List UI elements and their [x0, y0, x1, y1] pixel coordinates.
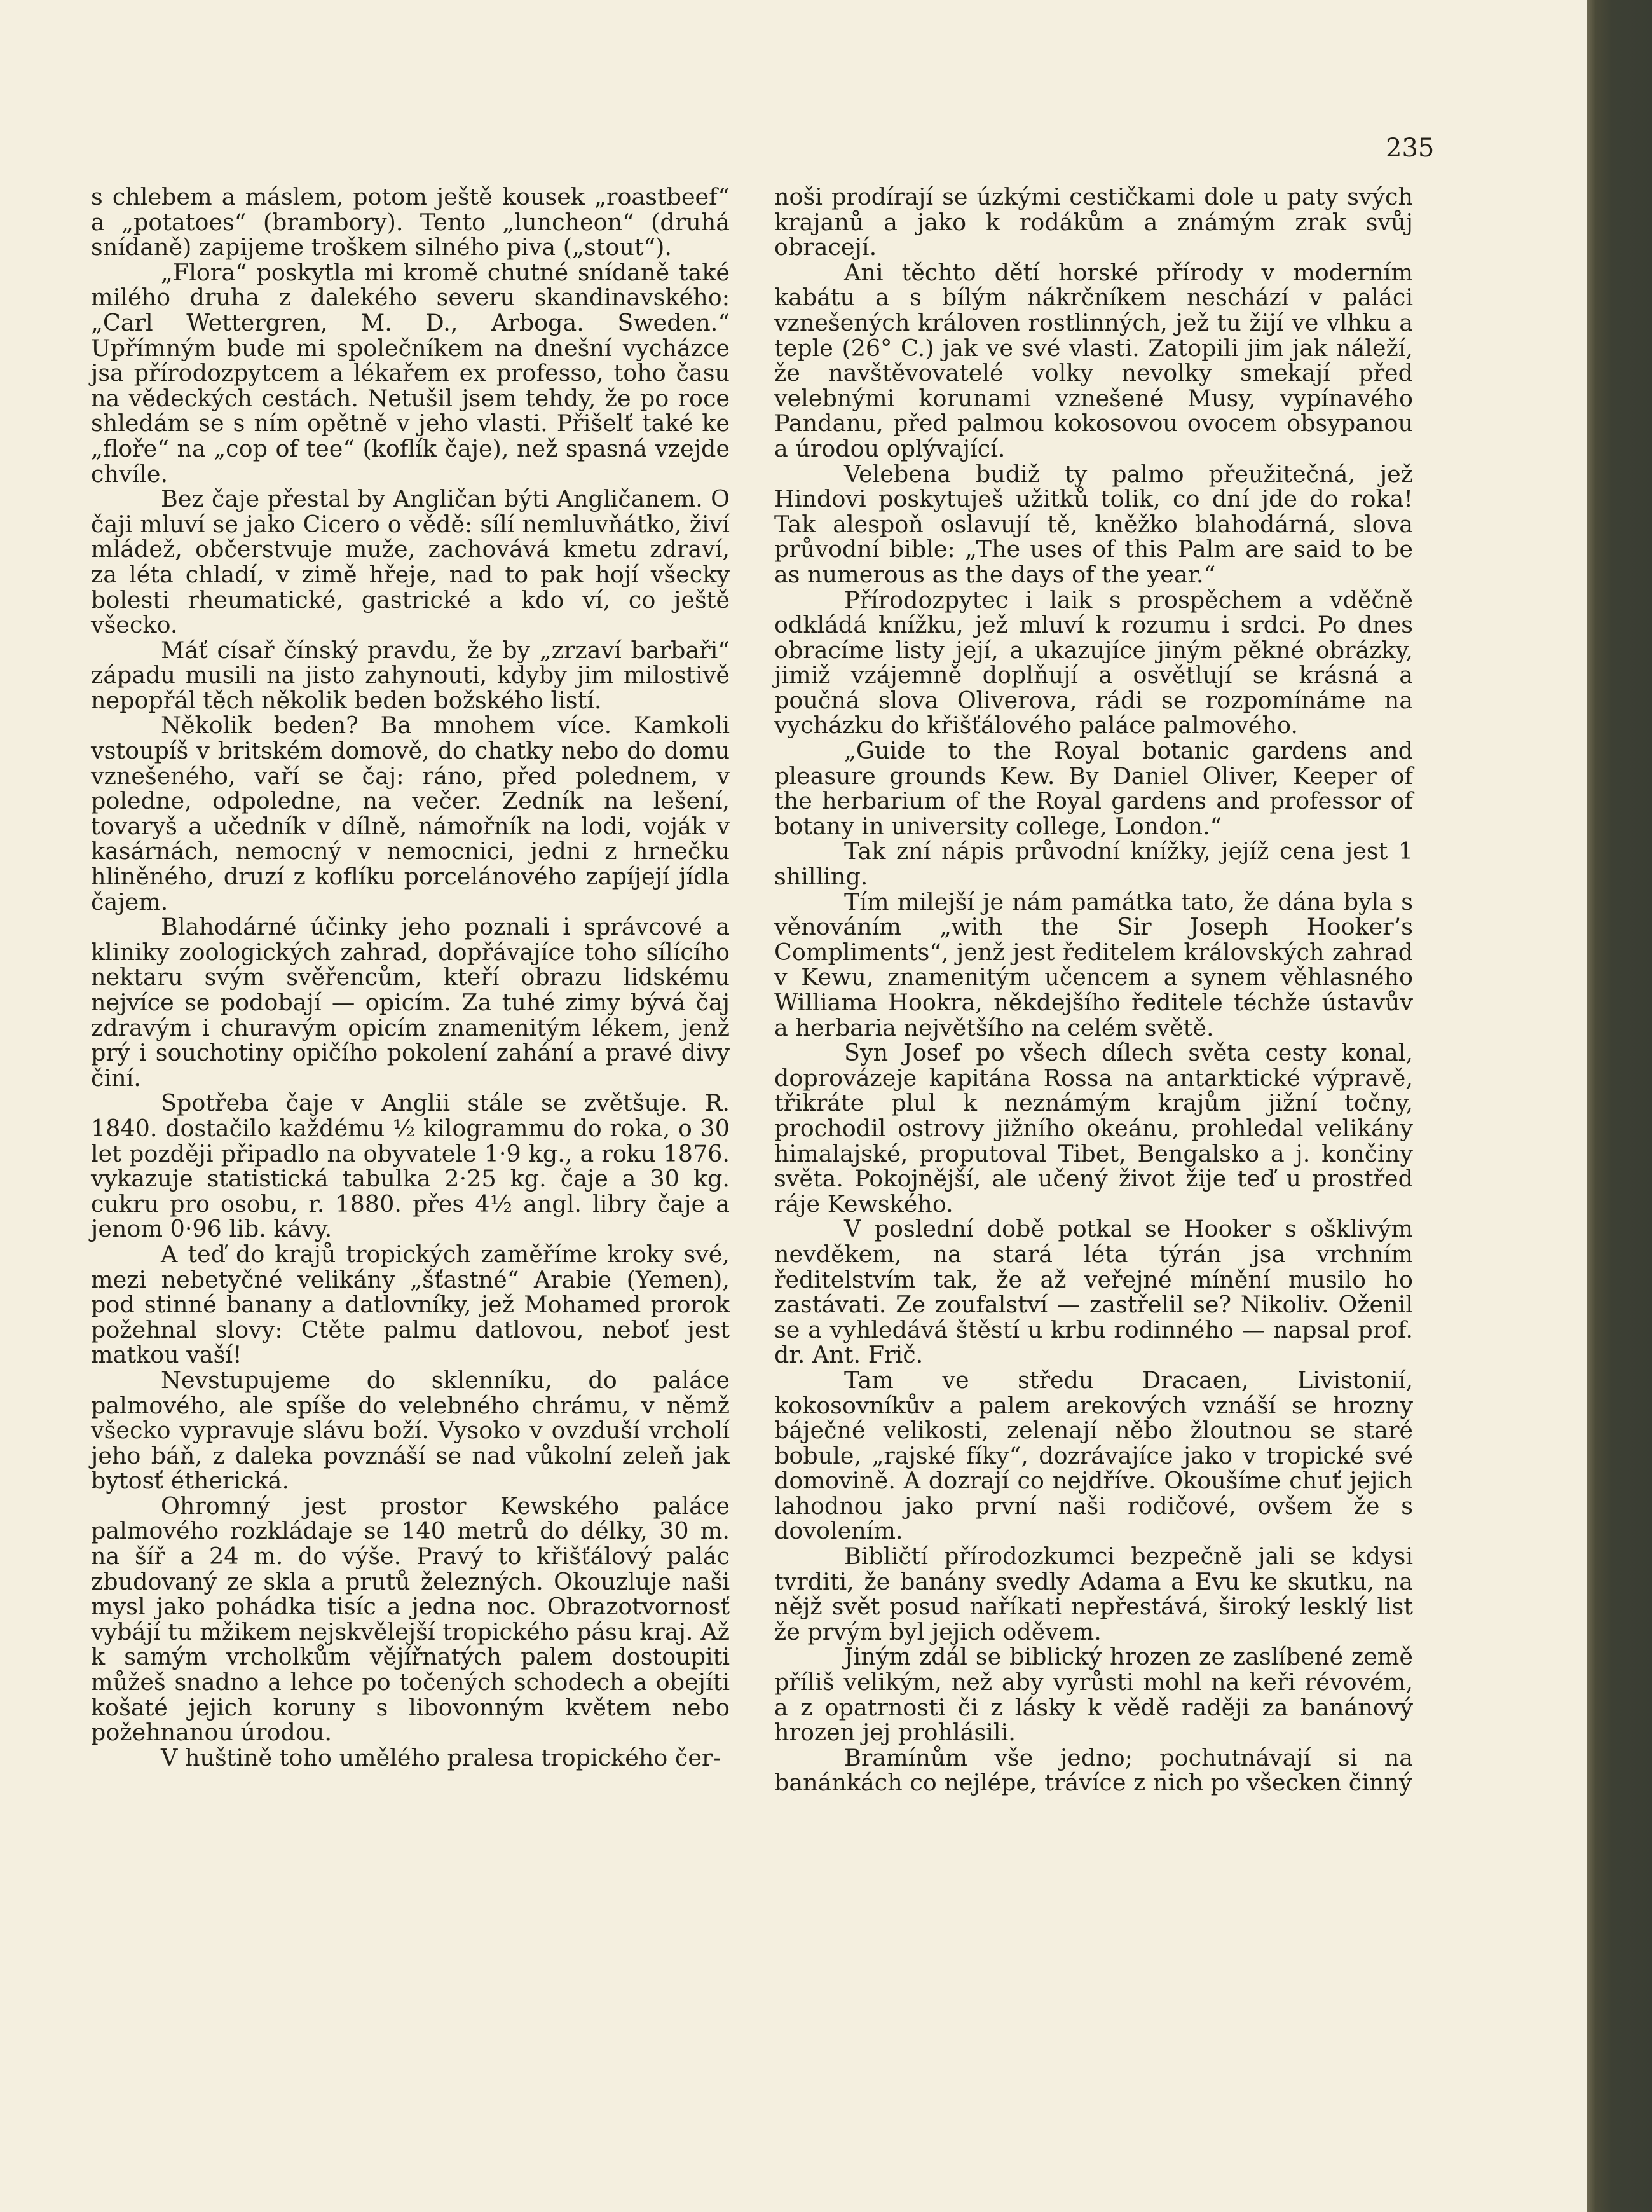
- paragraph: Několik beden? Ba mnohem více. Kamkoli vstoupíš v britském domově, do chatky nebo do domu vznešeného, vaří se čaj: ráno, před polednem, v poledne, odpoledne, na večer. Zedník na lešení, tovaryš a učedník v dílně, námořník na lodi, voják v kasárnách, nemocný v nemocnici, jedni z hrnečku hliněného, druzí z koflíku porcelánového zapíjejí jídla čajem.: [91, 711, 730, 916]
- paragraph: Máť císař čínský pravdu, že by „zrzaví barbaři“ západu musili na jisto zahynouti, kdyby jim milostivě nepopřál těch několik beden božského listí.: [91, 636, 730, 714]
- paragraph: Přírodozpytec i laik s prospěchem a vděčně odkládá knížku, jež mluví k rozumu i srdci. Po dnes obracíme listy její, a ukazujíce jiným pěkné obrázky, jimiž vzájemně doplňují a osvětlují se krásná a poučná slova Oliverova, rádi se rozpomínáme na vycházku do křišťálového paláce palmového.: [774, 586, 1413, 739]
- paragraph: Tak zní nápis průvodní knížky, jejíž cena jest 1 shilling.: [774, 837, 1413, 891]
- paragraph: V poslední době potkal se Hooker s ošklivým nevděkem, na stará léta týrán jsa vrchním ředitelstvím tak, že až veřejné mínění musilo ho zastávati. Ze zoufalství — zastřelil se? Nikoliv. Oženil se a vyhledává štěstí u krbu rodinného — napsal prof. dr. Ant. Frič.: [774, 1215, 1413, 1369]
- paragraph: Ohromný jest prostor Kewského paláce palmového rozkládaje se 140 metrů do délky, 30 m. na šíř a 24 m. do výše. Pravý to křišťálový palác zbudovaný ze skla a prutů železných. Okouzluje naši mysl jako pohádka tisíc a jedna noc. Obrazotvornosť vybájí tu mžikem nejskvělejší tropického pásu kraj. Až k samým vrcholkům vějířnatých palem dostoupiti můžeš snadno a lehce po točených schodech a obejíti košaté jejich koruny s libovonným květem nebo požehnanou úrodou.: [91, 1492, 730, 1747]
- paragraph: V huštině toho umělého pralesa tropického čer-: [161, 1743, 721, 1771]
- paragraph: Blahodárné účinky jeho poznali i správcové a kliniky zoologických zahrad, dopřávajíce toho sílícího nektaru svým svěřencům, kteří obrazu lidskému nejvíce se podobají — opicím. Za tuhé zimy bývá čaj zdravým i churavým opicím znamenitým lékem, jenž prý i souchotiny opičího pokolení zahání a pravé divy činí.: [91, 913, 730, 1092]
- paragraph: Tam ve středu Dracaen, Livistonií, kokosovníkův a palem arekových vznáší se hrozny báječné velikosti, zelenají něbo žloutnou se staré bobule, „rajské fíky“, dozrávajíce jako v tropické své domovině. A dozrají co nejdříve. Okoušíme chuť jejich lahodnou jako první naši rodičové, ovšem že s dovolením.: [774, 1366, 1413, 1545]
- paragraph: Bramínům vše jedno; pochutnávají si na banánkách co nejlépe, trávíce z nich po všecken činný: [774, 1743, 1413, 1797]
- paragraph: Nevstupujeme do sklenníku, do paláce palmového, ale spíše do velebného chrámu, v němž všecko vypravuje slávu boží. Vysoko v ovzduší vrcholí jeho báň, z daleka povznáší se nad vůkolní zeleň jak bytosť étherická.: [91, 1366, 730, 1495]
- scan-edge: [1587, 0, 1652, 2212]
- paragraph: „Guide to the Royal botanic gardens and pleasure grounds Kew. By Daniel Oliver, Keeper of the herbarium of the Royal gardens and professor of botany in university college, London.“: [774, 737, 1413, 840]
- paragraph: A teď do krajů tropických zaměříme kroky své, mezi nebetyčné velikány „šťastné“ Arabie (Yemen), pod stinné banany a datlovníky, jež Mohamed prorok požehnal slovy: Ctěte palmu datlovou, neboť jest matkou vaší!: [91, 1240, 730, 1369]
- paragraph: Syn Josef po všech dílech světa cesty konal, doprovázeje kapitána Rossa na antarktické výpravě, třikráte plul k neznámým krajům jižní točny, prochodil ostrovy jižního okeánu, prohledal velikány himalajské, proputoval Tibet, Bengalsko a j. končiny světa. Pokojnější, ale učený život žije teď u prostřed ráje Kewského.: [774, 1039, 1413, 1218]
- paragraph: noši prodírají se úzkými cestičkami dole u paty svých krajanů a jako k rodákům a známým zrak svůj obracejí.: [774, 183, 1413, 261]
- paragraph: Jiným zdál se biblický hrozen ze zaslíbené země příliš velikým, než aby vyrůsti mohl na keři révovém, a z opatrnosti či z lásky k vědě raději za banánový hrozen jej prohlásili.: [774, 1643, 1413, 1747]
- paragraph: Bez čaje přestal by Angličan býti Angličanem. O čaji mluví se jako Cicero o vědě: sílí nemluvňátko, živí mládež, občerstvuje muže, zachovává kmetu zdraví, za léta chladí, v zimě hřeje, nad to pak hojí všecky bolesti rheumatické, gastrické a kdo ví, co ještě všecko.: [91, 485, 730, 639]
- right-text-column: [774, 184, 1413, 1796]
- page-number: 235: [1386, 134, 1435, 163]
- paragraph: „Flora“ poskytla mi kromě chutné snídaně také milého druha z dalekého severu skandinavského: „Carl Wettergren, M. D., Arboga. Sweden.“ Upřímným bude mi společníkem na dnešní vycházce jsa přírodozpytcem a lékařem ex professo, toho času na vědeckých cestách. Netušil jsem tehdy, že po roce shledám se s ním opětně v jeho vlasti. Přišelť také ke „floře“ na „cop of tee“ (koflík čaje), než spasná vzejde chvíle.: [91, 258, 730, 488]
- left-text-column: [91, 184, 730, 1770]
- paragraph: Velebena budiž ty palmo přeužitečná, jež Hindovi poskytuješ užitků tolik, co dní jde do roka! Tak alespoň oslavují tě, kněžko blahodárná, slova průvodní bible: „The uses of this Palm are said to be as numerous as the days of the year.“: [774, 460, 1413, 588]
- paragraph: Ani těchto dětí horské přírody v moderním kabátu a s bílým nákrčníkem neschází v paláci vznešených královen rostlinných, jež tu žijí ve vlhku a teple (26° C.) jak ve své vlasti. Zatopili jim jak náleží, že navštěvovatelé volky nevolky smekají před velebnými korunami vznešené Musy, vypínavého Pandanu, před palmou kokosovou ovocem obsypanou a úrodou oplývající.: [774, 258, 1413, 462]
- paragraph: Spotřeba čaje v Anglii stále se zvětšuje. R. 1840. dostačilo každému ½ kilogrammu do roka, o 30 let později připadlo na obyvatele 1·9 kg., a roku 1876. vykazuje statistická tabulka 2·25 kg. čaje a 30 kg. cukru pro osobu, r. 1880. přes 4½ angl. libry čaje a jenom 0·96 lib. kávy.: [91, 1089, 730, 1243]
- paragraph: Bibličtí přírodozkumci bezpečně jali se kdysi tvrditi, že banány svedly Adama a Evu ke skutku, na nějž svět posud naříkati nepřestává, široký lesklý list že prvým byl jejich oděvem.: [774, 1542, 1413, 1645]
- paragraph: Tím milejší je nám památka tato, že dána byla s věnováním „with the Sir Joseph Hooker’s Compliments“, jenž jest ředitelem královských zahrad v Kewu, znamenitým učencem a synem věhlasného Williama Hookra, někdejšího ředitele téchže ústavův a herbaria největšího na celém světě.: [774, 888, 1413, 1041]
- paragraph: s chlebem a máslem, potom ještě kousek „roastbeef“ a „potatoes“ (brambory). Tento „luncheon“ (druhá snídaně) zapijeme troškem silného piva („stout“).: [91, 183, 730, 261]
